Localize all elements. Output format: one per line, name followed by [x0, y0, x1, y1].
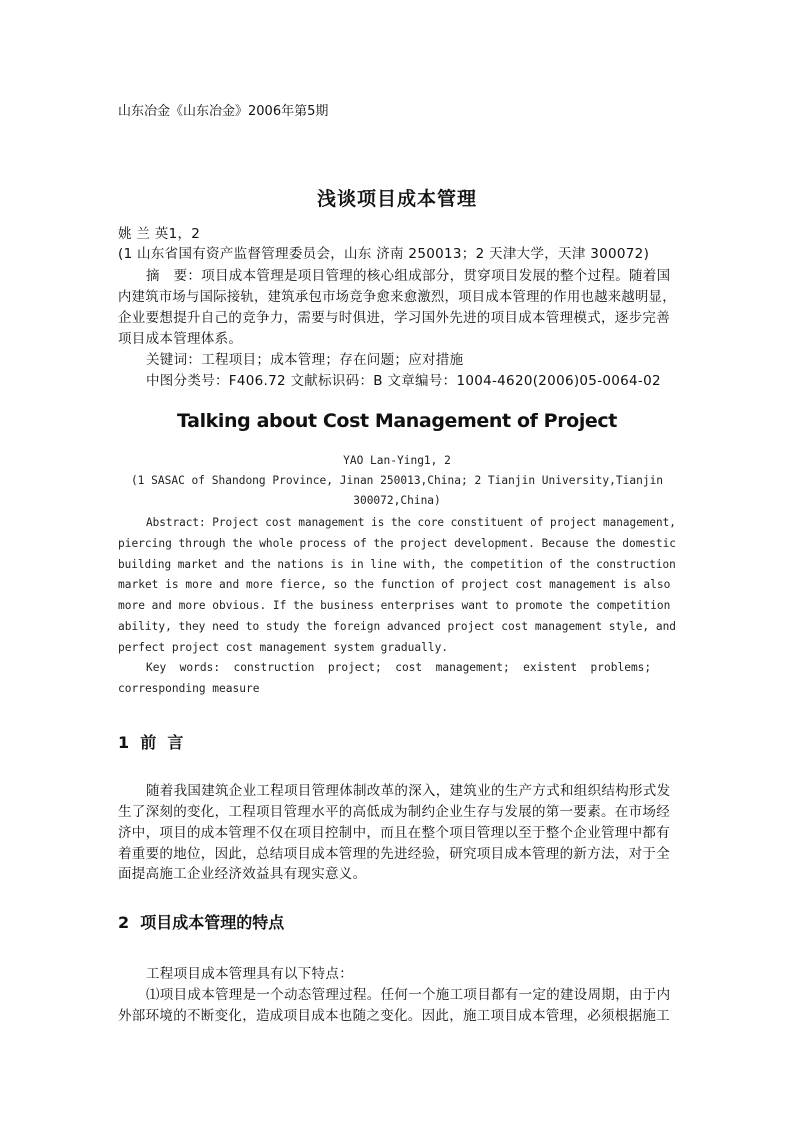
abstract-english-line: ability, they need to study the foreign advanced project cost management style, and [118, 620, 677, 633]
abstract-chinese-line: 内建筑市场与国际接轨，建筑承包市场竞争愈来愈激烈，项目成本管理的作用也越来越明显， [118, 289, 676, 305]
affiliation-chinese: (1 山东省国有资产监督管理委员会，山东 济南 250013；2 天津大学，天津 300072) [118, 246, 650, 262]
keywords-english-line: corresponding measure [118, 682, 260, 695]
abstract-chinese-line: 企业要想提升自己的竞争力，需要与时俱进，学习国外先进的项目成本管理模式，逐步完善 [118, 310, 670, 326]
abstract-english-line: piercing through the whole process of the project development. Because the domestic [118, 537, 677, 550]
abstract-chinese-line: 项目成本管理体系。 [118, 331, 243, 347]
paragraph-line: 外部环境的不断变化，造成项目成本也随之变化。因此，施工项目成本管理，必须根据施工 [118, 1008, 670, 1024]
author-english: YAO Lan-Ying1, 2 [343, 454, 451, 467]
abstract-english-line: perfect project cost management system gradually. [118, 641, 449, 654]
section-2-heading: 2 项目成本管理的特点 [118, 913, 285, 932]
paragraph-line: ⑴项目成本管理是一个动态管理过程。任何一个施工项目都有一定的建设周期，由于内 [146, 987, 671, 1003]
abstract-english-line: market is more and more fierce, so the function of project cost management is also [118, 578, 671, 591]
keywords-chinese: 关键词：工程项目；成本管理；存在问题；应对措施 [146, 352, 464, 368]
paragraph-line: 生了深刻的变化，工程项目管理水平的高低成为制约企业生存与发展的第一要素。在市场经 [118, 804, 670, 820]
section-1-heading: 1 前 言 [118, 733, 184, 752]
source-line: 山东冶金《山东冶金》2006年第5期 [118, 104, 329, 119]
abstract-chinese-line: 摘 要：项目成本管理是项目管理的核心组成部分，贯穿项目发展的整个过程。随着国 [146, 268, 671, 284]
abstract-english-line: building market and the nations is in line with, the competition of the construction [118, 558, 676, 571]
section-2-intro: 工程项目成本管理具有以下特点： [146, 966, 353, 982]
affiliation-english-line: 300072,China) [353, 494, 441, 507]
title-chinese: 浅谈项目成本管理 [316, 188, 477, 210]
paragraph-line: 面提高施工企业经济效益具有现实意义。 [118, 866, 367, 882]
title-english: Talking about Cost Management of Project [177, 410, 617, 432]
author-chinese: 姚 兰 英1，2 [118, 226, 201, 242]
classification-line: 中图分类号：F406.72 文献标识码：B 文章编号：1004-4620(2006)05-0064-02 [146, 373, 661, 389]
paragraph-line: 随着我国建筑企业工程项目管理体制改革的深入，建筑业的生产方式和组织结构形式发 [146, 783, 671, 799]
abstract-english-line: Abstract: Project cost management is the core constituent of project management, [146, 516, 676, 529]
abstract-english-line: more and more obvious. If the business enterprises want to promote the competition [118, 599, 671, 612]
keywords-english-line: Key words: construction project; cost management; existent problems; [146, 661, 652, 674]
paragraph-line: 着重要的地位，因此，总结项目成本管理的先进经验，研究项目成本管理的新方法，对于全 [118, 846, 670, 862]
affiliation-english-line: (1 SASAC of Shandong Province, Jinan 250013,China; 2 Tianjin University,Tianjin [130, 474, 664, 487]
paragraph-line: 济中，项目的成本管理不仅在项目控制中，而且在整个项目管理以至于整个企业管理中都有 [118, 825, 670, 841]
